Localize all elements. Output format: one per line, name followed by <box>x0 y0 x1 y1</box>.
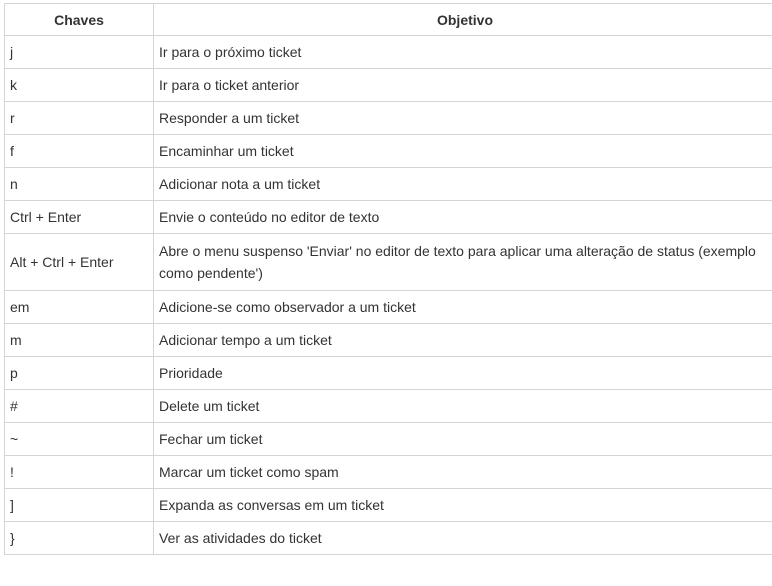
table-row <box>5 69 772 102</box>
objective-cell: Abre o menu suspenso 'Enviar' no editor de texto para aplicar uma alteração de status (exemplo como pendente') <box>154 234 772 291</box>
table-row <box>5 102 772 135</box>
objective-cell: Adicionar tempo a um ticket <box>154 324 772 357</box>
key-cell: j <box>5 36 154 69</box>
key-cell: Alt + Ctrl + Enter <box>5 234 154 291</box>
header-objetivo: Objetivo <box>154 4 772 36</box>
table-row <box>5 390 772 423</box>
key-cell: f <box>5 135 154 168</box>
shortcuts-table-container <box>4 3 772 555</box>
objective-cell: Marcar um ticket como spam <box>154 456 772 489</box>
table-row <box>5 324 772 357</box>
table-row <box>5 423 772 456</box>
key-cell: r <box>5 102 154 135</box>
key-cell: em <box>5 291 154 324</box>
table-row <box>5 36 772 69</box>
key-cell: Ctrl + Enter <box>5 201 154 234</box>
objective-cell: Fechar um ticket <box>154 423 772 456</box>
table-row <box>5 456 772 489</box>
table-row <box>5 201 772 234</box>
table-row <box>5 135 772 168</box>
key-cell: m <box>5 324 154 357</box>
key-cell: k <box>5 69 154 102</box>
objective-cell: Adicionar nota a um ticket <box>154 168 772 201</box>
table-header-row <box>5 4 772 36</box>
objective-cell: Ver as atividades do ticket <box>154 522 772 555</box>
key-cell: } <box>5 522 154 555</box>
shortcuts-table <box>4 3 772 555</box>
key-cell: ] <box>5 489 154 522</box>
key-cell: # <box>5 390 154 423</box>
objective-cell: Prioridade <box>154 357 772 390</box>
table-row <box>5 357 772 390</box>
table-row <box>5 168 772 201</box>
header-chaves: Chaves <box>5 4 154 36</box>
key-cell: ! <box>5 456 154 489</box>
table-row <box>5 291 772 324</box>
objective-cell: Envie o conteúdo no editor de texto <box>154 201 772 234</box>
objective-cell: Ir para o próximo ticket <box>154 36 772 69</box>
objective-cell: Delete um ticket <box>154 390 772 423</box>
objective-cell: Ir para o ticket anterior <box>154 69 772 102</box>
table-row <box>5 234 772 291</box>
objective-cell: Encaminhar um ticket <box>154 135 772 168</box>
objective-cell: Adicione-se como observador a um ticket <box>154 291 772 324</box>
table-row <box>5 489 772 522</box>
key-cell: ~ <box>5 423 154 456</box>
objective-cell: Responder a um ticket <box>154 102 772 135</box>
key-cell: p <box>5 357 154 390</box>
key-cell: n <box>5 168 154 201</box>
objective-cell: Expanda as conversas em um ticket <box>154 489 772 522</box>
table-row <box>5 522 772 555</box>
